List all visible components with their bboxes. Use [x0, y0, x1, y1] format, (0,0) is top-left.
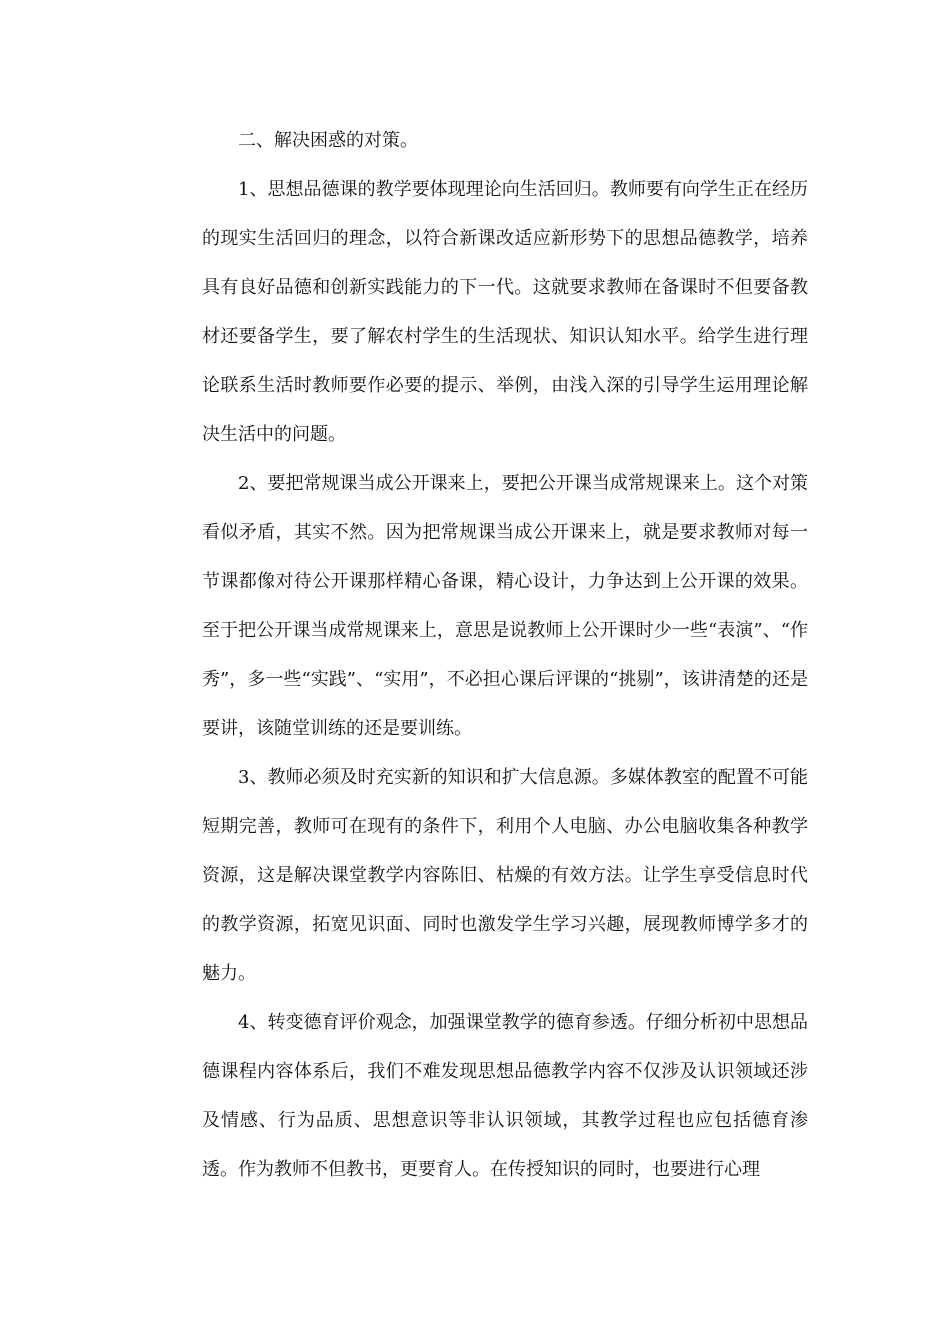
paragraph-2: 2、要把常规课当成公开课来上，要把公开课当成常规课来上。这个对策看似矛盾，其实不然。因为把常规课当成公开课来上，就是要求教师对每一节课都像对待公开课那样精心备课，精心设计，力争达到上公开课的效果。至于把公开课当成常规课来上，意思是说教师上公开课时少一些“表演”、“作秀”，多一些“实践”、“实用”，不必担心课后评课的“挑剔”，该讲清楚的还是要讲，该随堂训练的还是要训练。 — [202, 473, 808, 739]
paragraph-4: 4、转变德育评价观念，加强课堂教学的德育参透。仔细分析初中思想品德课程内容体系后，我们不难发现思想品德教学内容不仅涉及认识领域还涉及情感、行为品质、思想意识等非认识领域，其教学过程也应包括德育渗透。作为教师不但教书，更要育人。在传授知识的同时，也要进行心理 — [202, 1012, 808, 1180]
paragraph-1: 1、思想品德课的教学要体现理论向生活回归。教师要有向学生正在经历的现实生活回归的理念，以符合新课改适应新形势下的思想品德教学，培养具有良好品德和创新实践能力的下一代。这就要求教师在备课时不但要备教材还要备学生，要了解农村学生的生活现状、知识认知水平。给学生进行理论联系生活时教师要作必要的提示、举例，由浅入深的引导学生运用理论解决生活中的问题。 — [202, 179, 808, 445]
section-heading: 二、解决困惑的对策。 — [238, 130, 418, 151]
paragraph-3: 3、教师必须及时充实新的知识和扩大信息源。多媒体教室的配置不可能短期完善，教师可在现有的条件下，利用个人电脑、办公电脑收集各种教学资源，这是解决课堂教学内容陈旧、枯燥的有效方法。让学生享受信息时代的教学资源，拓宽见识面、同时也激发学生学习兴趣，展现教师博学多才的魅力。 — [202, 767, 808, 984]
document-body — [202, 116, 808, 1194]
